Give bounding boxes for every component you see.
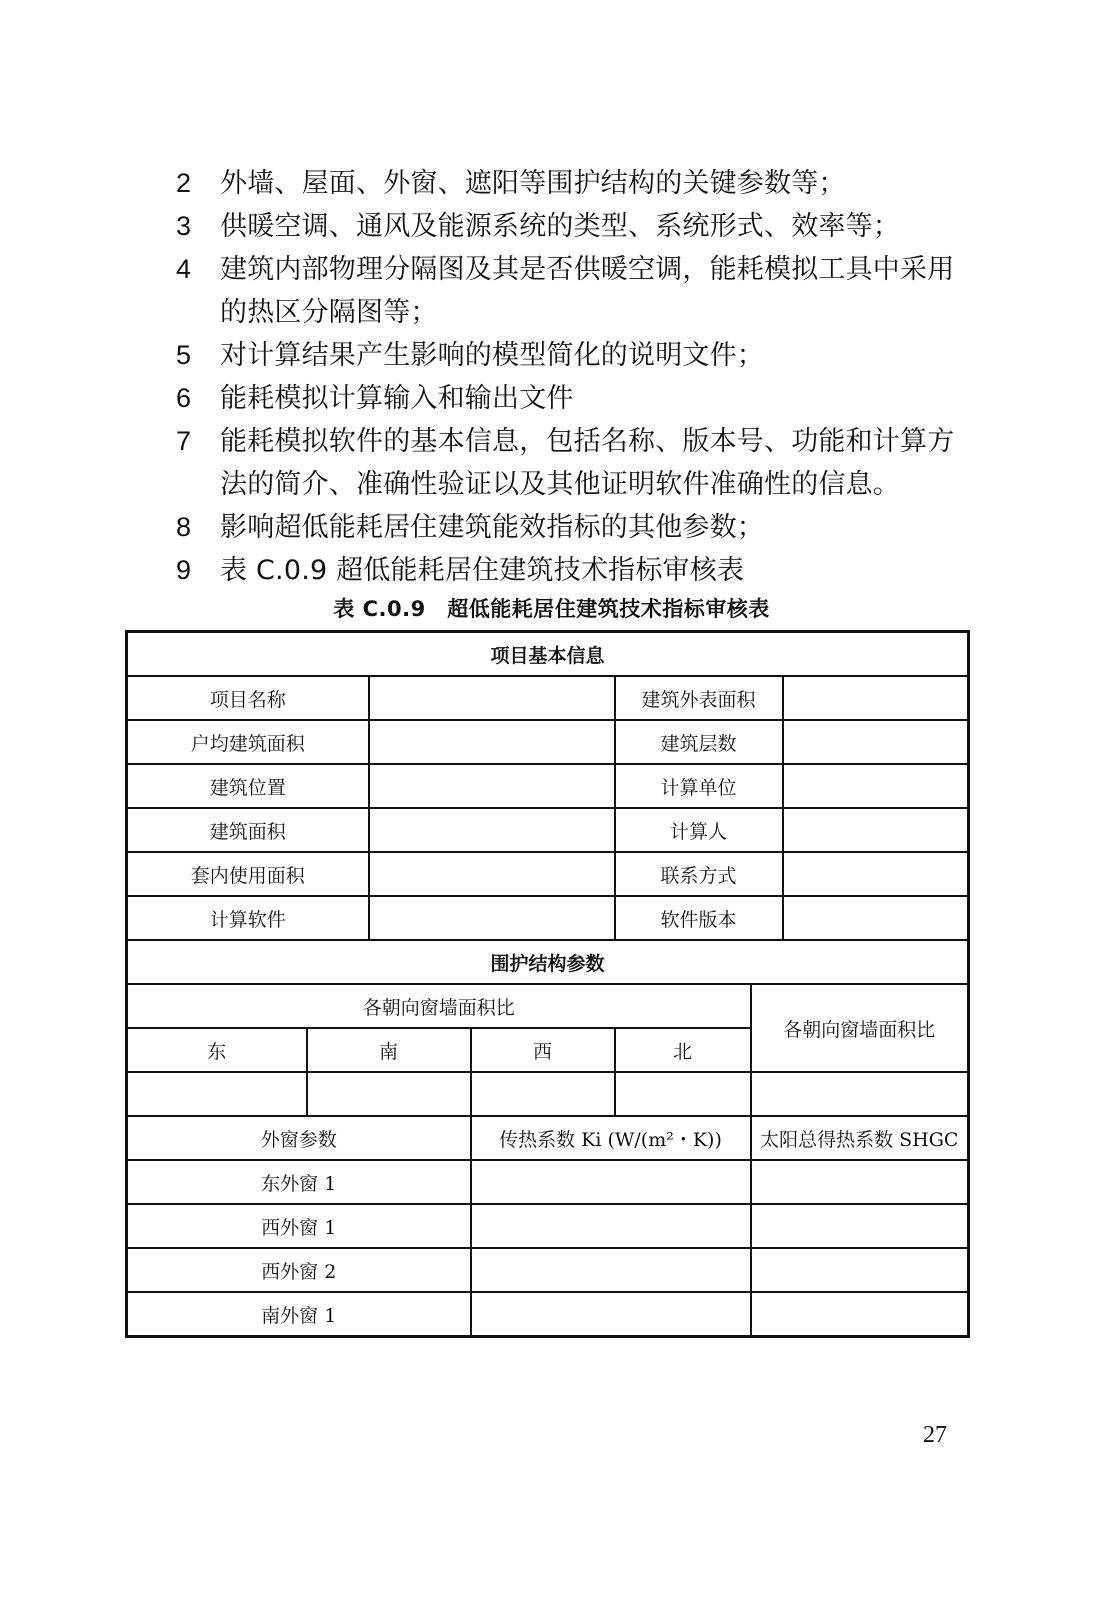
list-number: 9: [176, 555, 192, 585]
window-label: 西外窗 1: [127, 1204, 471, 1248]
field-value: [369, 808, 615, 852]
wwr-value-east: [127, 1072, 307, 1116]
table-row: [127, 896, 969, 940]
list-text: [220, 506, 996, 549]
list-text: [220, 334, 996, 377]
field-label: 建筑面积: [127, 808, 369, 852]
window-label: 东外窗 1: [127, 1160, 471, 1204]
direction-east: 东: [127, 1028, 307, 1072]
list-number: 7: [176, 426, 192, 456]
wwr-value-north: [615, 1072, 751, 1116]
field-value: [369, 676, 615, 720]
field-value: [783, 764, 969, 808]
list-item: [176, 506, 996, 549]
list-item: [176, 377, 996, 420]
audit-table: [125, 630, 970, 1338]
table-row: [127, 632, 969, 677]
window-ki-value: [471, 1204, 751, 1248]
list-item: [176, 334, 996, 377]
field-label: 联系方式: [615, 852, 783, 896]
list-item: [176, 205, 996, 248]
table-row: [127, 676, 969, 720]
field-value: [783, 676, 969, 720]
list-text: [220, 420, 996, 506]
field-value: [783, 720, 969, 764]
window-ki-value: [471, 1248, 751, 1292]
table-row: [127, 720, 969, 764]
table-row: [127, 1116, 969, 1160]
list-line: 建筑内部物理分隔图及其是否供暖空调，能耗模拟工具中采用: [220, 254, 955, 285]
table-row: [127, 1072, 969, 1116]
window-label: 南外窗 1: [127, 1292, 471, 1337]
list-text: [220, 162, 996, 205]
section-header: 项目基本信息: [127, 632, 969, 677]
list-number: 8: [176, 512, 192, 542]
field-label: 套内使用面积: [127, 852, 369, 896]
table-row: [127, 1204, 969, 1248]
list-item: [176, 420, 996, 506]
page-number: 27: [923, 1422, 947, 1448]
field-label: 计算单位: [615, 764, 783, 808]
field-value: [783, 896, 969, 940]
window-ki-value: [471, 1292, 751, 1337]
list-number: 6: [176, 383, 192, 413]
list-text: [220, 205, 996, 248]
list-line: 供暖空调、通风及能源系统的类型、系统形式、效率等；: [220, 211, 900, 242]
list-item: [176, 248, 996, 334]
table-row: [127, 940, 969, 984]
section-header: 围护结构参数: [127, 940, 969, 984]
table-row: [127, 984, 969, 1028]
wwr-value-south: [307, 1072, 471, 1116]
window-label: 西外窗 2: [127, 1248, 471, 1292]
window-shgc-value: [751, 1248, 969, 1292]
list-number: 4: [176, 254, 192, 284]
window-shgc-value: [751, 1204, 969, 1248]
field-value: [369, 764, 615, 808]
table-row: [127, 1292, 969, 1337]
table-caption: 表 C.0.9 超低能耗居住建筑技术指标审核表: [333, 597, 770, 621]
list-number: 2: [176, 168, 192, 198]
list-text: [220, 377, 996, 420]
list-item: [176, 549, 996, 592]
field-value: [369, 852, 615, 896]
direction-north: 北: [615, 1028, 751, 1072]
field-value: [369, 896, 615, 940]
field-label: 建筑层数: [615, 720, 783, 764]
field-label: 建筑外表面积: [615, 676, 783, 720]
list-text: [220, 248, 996, 334]
wwr-value-side: [751, 1072, 969, 1116]
table-row: [127, 1160, 969, 1204]
field-label: 建筑位置: [127, 764, 369, 808]
list-line: 法的简介、准确性验证以及其他证明软件准确性的信息。: [220, 469, 900, 500]
field-label: 计算人: [615, 808, 783, 852]
list-line: 外墙、屋面、外窗、遮阳等围护结构的关键参数等；: [220, 168, 846, 199]
list-line: 能耗模拟软件的基本信息，包括名称、版本号、功能和计算方: [220, 426, 955, 457]
list-text: [220, 549, 996, 592]
direction-south: 南: [307, 1028, 471, 1072]
table-row: [127, 852, 969, 896]
window-ki-value: [471, 1160, 751, 1204]
list-line: 表 C.0.9 超低能耗居住建筑技术指标审核表: [220, 555, 745, 586]
wwr-side-header: 各朝向窗墙面积比: [751, 984, 969, 1072]
table-row: [127, 808, 969, 852]
table-row: [127, 764, 969, 808]
field-label: 软件版本: [615, 896, 783, 940]
field-value: [783, 808, 969, 852]
numbered-list: [176, 162, 996, 592]
window-header-param: 外窗参数: [127, 1116, 471, 1160]
field-label: 户均建筑面积: [127, 720, 369, 764]
field-label: 项目名称: [127, 676, 369, 720]
list-line: 影响超低能耗居住建筑能效指标的其他参数；: [220, 512, 764, 543]
field-value: [369, 720, 615, 764]
list-line: 的热区分隔图等；: [220, 297, 438, 328]
wwr-header: 各朝向窗墙面积比: [127, 984, 751, 1028]
window-header-ki: 传热系数 Ki (W/(m²・K)): [471, 1116, 751, 1160]
window-shgc-value: [751, 1292, 969, 1337]
field-value: [783, 852, 969, 896]
table-row: [127, 1248, 969, 1292]
list-number: 5: [176, 340, 192, 370]
field-label: 计算软件: [127, 896, 369, 940]
list-line: 对计算结果产生影响的模型简化的说明文件；: [220, 340, 764, 371]
wwr-value-west: [471, 1072, 615, 1116]
list-item: [176, 162, 996, 205]
list-number: 3: [176, 211, 192, 241]
window-header-shgc: 太阳总得热系数 SHGC: [751, 1116, 969, 1160]
window-shgc-value: [751, 1160, 969, 1204]
list-line: 能耗模拟计算输入和输出文件: [220, 383, 574, 414]
direction-west: 西: [471, 1028, 615, 1072]
